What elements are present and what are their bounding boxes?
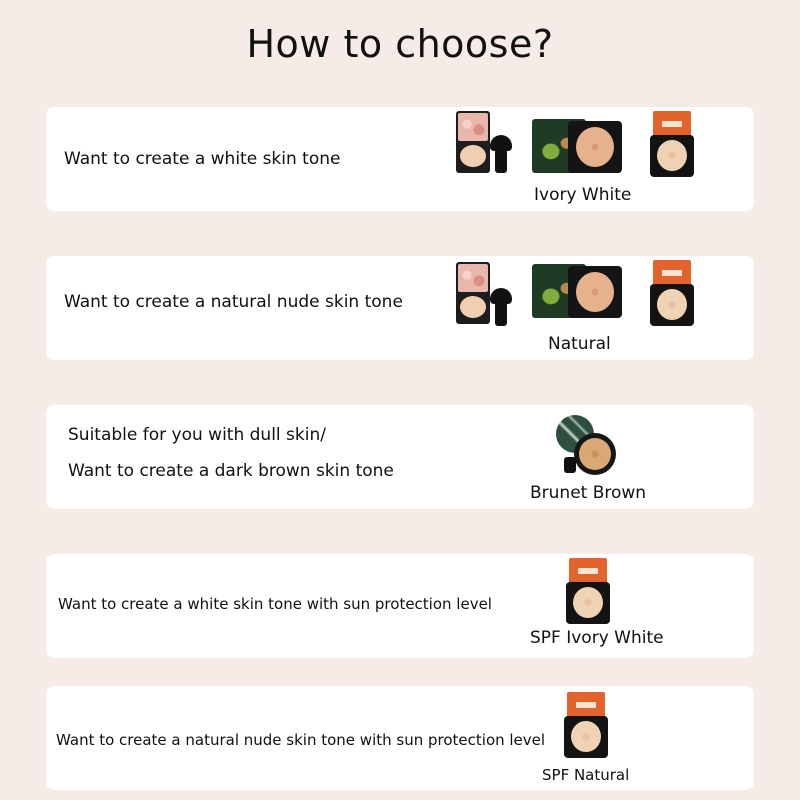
option-description: Want to create a natural nude skin tone with sun protection level (56, 731, 546, 749)
page-title: How to choose? (246, 22, 554, 66)
option-card-ivory-white (46, 107, 754, 211)
shade-label: SPF Natural (542, 766, 630, 784)
option-description-line2: Want to create a dark brown skin tone (68, 461, 394, 481)
shade-label: Ivory White (534, 185, 632, 205)
option-card-spf-ivory-white (46, 554, 754, 658)
option-card-spf-natural (46, 686, 754, 790)
option-card-natural (46, 256, 754, 360)
option-description: Want to create a natural nude skin tone (64, 292, 403, 312)
shade-label: Brunet Brown (530, 483, 647, 503)
option-description: Want to create a white skin tone (64, 149, 341, 169)
option-description-line1: Suitable for you with dull skin/ (68, 425, 326, 445)
shade-label: SPF Ivory White (530, 628, 664, 648)
option-card-brunet-brown (46, 405, 754, 509)
option-description: Want to create a white skin tone with sun protection level (58, 595, 492, 613)
shade-label: Natural (548, 334, 611, 354)
